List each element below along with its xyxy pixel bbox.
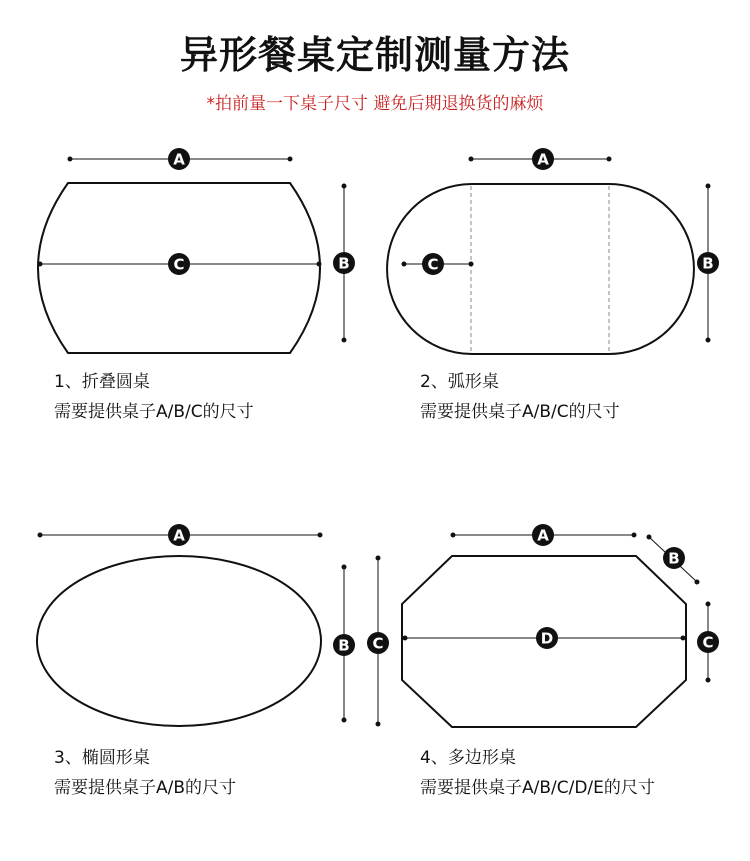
svg-text:C: C — [702, 633, 714, 652]
diagram-title: 1、折叠圆桌 — [54, 372, 150, 392]
diagram-polygon-table — [402, 524, 719, 727]
diagram-instruction: 需要提供桌子A/B的尺寸 — [54, 778, 237, 798]
caption-oval-table — [54, 743, 236, 803]
label-b-badge — [663, 547, 685, 569]
svg-text:A: A — [537, 150, 549, 169]
diagram-oval-table — [37, 524, 389, 727]
diagram-folding-round-table — [38, 148, 356, 353]
caption-polygon-table — [420, 743, 655, 803]
label-a-badge — [168, 148, 190, 170]
caption-arc-table — [420, 367, 620, 427]
label-b-badge — [333, 634, 355, 656]
svg-text:B: B — [338, 254, 350, 273]
label-a-badge — [168, 524, 190, 546]
label-c-badge — [422, 253, 444, 275]
svg-text:A: A — [537, 526, 549, 545]
diagram-instruction: 需要提供桌子A/B/C的尺寸 — [54, 402, 254, 422]
label-c-badge — [697, 631, 719, 653]
label-d-badge — [536, 627, 558, 649]
svg-text:A: A — [173, 150, 185, 169]
label-a-badge — [532, 524, 554, 546]
label-a-badge — [532, 148, 554, 170]
caption-folding-round-table — [54, 367, 254, 427]
svg-text:C: C — [372, 634, 384, 653]
label-c-badge — [168, 253, 190, 275]
label-c-badge — [367, 632, 389, 654]
diagram-instruction: 需要提供桌子A/B/C/D/E的尺寸 — [420, 778, 655, 798]
page-title: 异形餐桌定制测量方法 — [179, 33, 570, 77]
diagram-title: 3、椭圆形桌 — [54, 748, 150, 768]
svg-text:C: C — [173, 255, 185, 274]
label-b-badge — [333, 252, 355, 274]
diagram-instruction: 需要提供桌子A/B/C的尺寸 — [420, 402, 620, 422]
diagram-arc-table — [387, 148, 719, 354]
svg-text:A: A — [173, 526, 185, 545]
oval-table-outline — [37, 556, 321, 726]
svg-text:C: C — [427, 255, 439, 274]
svg-text:D: D — [540, 629, 554, 648]
diagram-title: 2、弧形桌 — [420, 372, 499, 392]
svg-text:B: B — [668, 549, 680, 568]
svg-text:B: B — [702, 254, 714, 273]
svg-text:B: B — [338, 636, 350, 655]
diagram-title: 4、多边形桌 — [420, 748, 516, 768]
page-subtitle: *拍前量一下桌子尺寸 避免后期退换货的麻烦 — [206, 94, 544, 114]
label-b-badge — [697, 252, 719, 274]
